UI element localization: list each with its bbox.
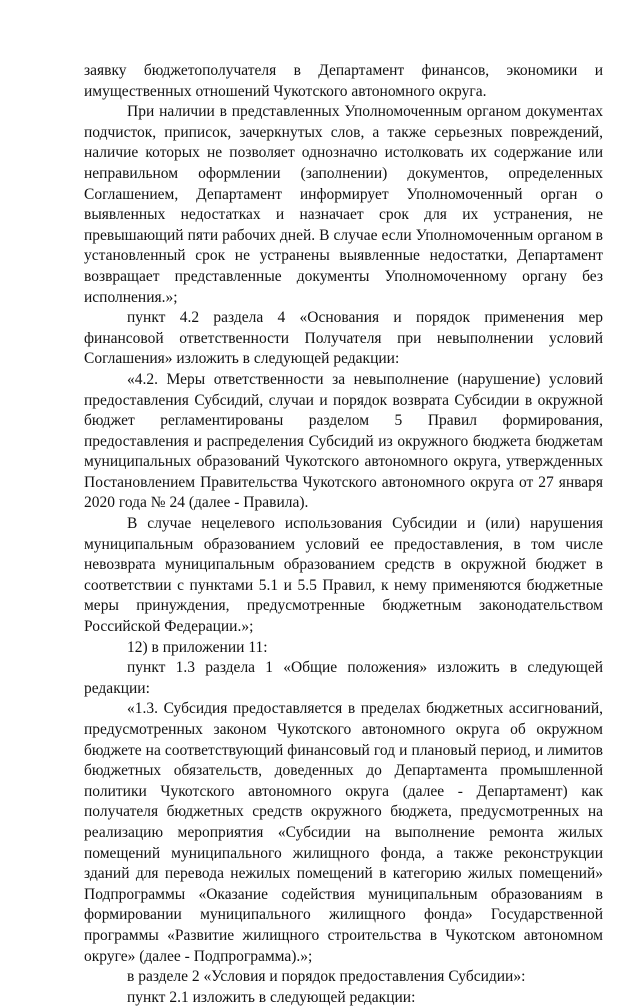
- paragraph: пункт 1.3 раздела 1 «Общие положения» изложить в следующей редакции:: [84, 659, 603, 697]
- paragraph: В случае нецелевого использования Субсидии и (или) нарушения муниципальным образованием условий ее предоставления, в том числе невозврата муниципальным образованием средств в окружной бюджет в соответствии с пунктами 5.1 и 5.5 Правил, к нему применяются бюджетные меры принуждения, предусмотренные бюджетным законодательством Российской Федерации.»;: [84, 515, 603, 636]
- paragraph: При наличии в представленных Уполномоченным органом документах подчисток, приписок, зачеркнутых слов, а также серьезных повреждений, наличие которых не позволяет однозначно истолковать их содержание или неправильном оформлении (заполнении) документов, определенных Соглашением, Департамент информирует Уполномоченный орган о выявленных недостатках и назначает срок для их устранения, не превышающий пяти рабочих дней. В случае если Уполномоченным органом в установленный срок не устранены выявленные недостатки, Департамент возвращает представленные документы Уполномоченному органу без исполнения.»;: [84, 103, 603, 306]
- paragraph: 12) в приложении 11:: [127, 638, 268, 656]
- paragraph: «1.3. Субсидия предоставляется в пределах бюджетных ассигнований, предусмотренных законом Чукотского автономного округа об окружном бюджете на соответствующий финансовый год и плановый период, и лимитов бюджетных обязательств, доведенных до Департамента промышленной политики Чукотского автономного округа (далее - Департамент) как получателя бюджетных средств окружного бюджета, предусмотренных на реализацию мероприятия «Субсидии на выполнение ремонта жилых помещений муниципального жилищного фонда, а также реконструкции зданий для перевода нежилых помещений в категорию жилых помещений» Подпрограммы «Оказание содействия муниципальным образованиям в формировании муниципального жилищного фонда» Государственной программы «Развитие жилищного строительства в Чукотском автономном округе» (далее - Подпрограмма).»;: [84, 700, 603, 965]
- paragraph: заявку бюджетополучателя в Департамент финансов, экономики и имущественных отношений Чукотского автономного округа.: [84, 62, 603, 100]
- document-body: [84, 61, 603, 1008]
- paragraph: пункт 2.1 изложить в следующей редакции:: [127, 988, 416, 1006]
- paragraph: в разделе 2 «Условия и порядок предоставления Субсидии»:: [127, 968, 526, 986]
- paragraph: пункт 4.2 раздела 4 «Основания и порядок применения мер финансовой ответственности Получателя при невыполнении условий Соглашения» изложить в следующей редакции:: [84, 309, 603, 368]
- paragraph: «4.2. Меры ответственности за невыполнение (нарушение) условий предоставления Субсидий, случаи и порядок возврата Субсидии в окружной бюджет регламентированы разделом 5 Правил формирования, предоставления и распределения Субсидий из окружного бюджета бюджетам муниципальных образований Чукотского автономного округа, утвержденных Постановлением Правительства Чукотского автономного округа от 27 января 2020 года № 24 (далее - Правила).: [84, 370, 603, 512]
